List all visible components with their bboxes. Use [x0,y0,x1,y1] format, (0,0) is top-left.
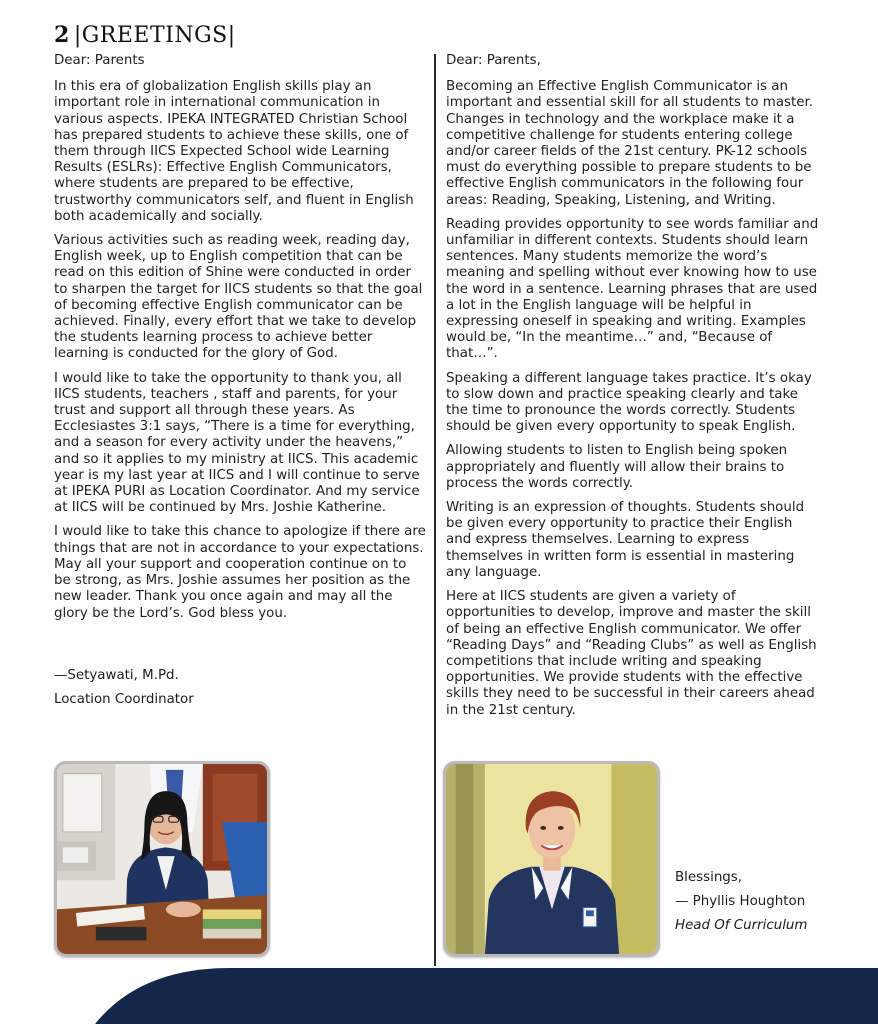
section-title: |GREETINGS| [73,23,236,48]
right-paragraph-2: Reading provides opportunity to see words familiar and unfamiliar in different contexts. Students should learn sentences. Many students memorize the word’s meaning and spelling without ever knowing how to use the word in a sentence. Learning phrases that are used a lot in the English language will be helpful in expressing oneself in speaking and writing. Examples would be, “In the meantime…” and, “Because of that…”. [446,216,819,362]
left-paragraph-2: Various activities such as reading week, reading day, English week, up to English competition that can be read on this edition of Shine were conducted in order to sharpen the target for IICS students so that the goal of becoming effective English communicator can be achieved. Finally, every effort that we take to develop the students learning process to achieve better learning is conducted for the glory of God. [54,233,423,362]
right-paragraph-6: Here at IICS students are given a variety of opportunities to develop, improve and master the skill of being an effective English communicator. We offer “Reading Days” and “Reading Clubs” as well as English competitions that include writing and speaking opportunities. We provide students with the effective skills they need to be successful in their careers ahead in the 21st century. [446,589,817,718]
page-header [54,22,236,48]
left-salutation: Dear: Parents [54,53,145,68]
phyllis-houghton-photo [443,761,660,957]
left-letter [54,53,426,630]
setyawati-photo [54,761,270,957]
left-paragraph-4: I would like to take this chance to apologize if there are things that are not in accordance to your expectations. May all your support and cooperation continue on to be strong, as Mrs. Joshie assumes her position as the new leader. Thank you once again and may all the glory be the Lord’s. God bless you. [54,524,426,621]
right-paragraph-1: Becoming an Effective English Communicator is an important and essential skill for all students to master. Changes in technology and the workplace make it a competitive challenge for students entering college and/or career fields of the 21st century. PK-12 schools must do everything possible to prepare students to be effective English communicators in the following four areas: Reading, Speaking, Listening, and Writing. [446,79,814,208]
column-divider [434,54,436,966]
footer-band [0,968,878,1024]
left-paragraph-3: I would like to take the opportunity to thank you, all IICS students, teachers , staff and parents, for your trust and support all through these years. As Ecclesiastes 3:1 says, “There is a time for everything, and a season for every activity under the heavens,” and so it applies to my ministry at IICS. This academic year is my last year at IICS and I will continue to serve at IPEKA PURI as Location Coordinator. And my service at IICS will be continued by Mrs. Joshie Katherine. [54,370,420,516]
right-signature-name: — Phyllis Houghton [675,894,806,909]
right-salutation: Dear: Parents, [446,53,541,68]
right-paragraph-5: Writing is an expression of thoughts. Students should be given every opportunity to practice their English and express themselves. Learning to express themselves in written form is essential in mastering any language. [446,500,805,580]
right-signature-title: Head Of Curriculum [675,918,808,933]
right-letter [446,53,820,727]
right-paragraph-4: Allowing students to listen to English being spoken appropriately and fluently will allow their brains to process the words correctly. [446,443,788,491]
left-signature-title: Location Coordinator [54,692,194,707]
right-closing: Blessings, [675,870,743,885]
left-signature-name: —Setyawati, M.Pd. [54,668,179,683]
left-paragraph-1: In this era of globalization English skills play an important role in international communication in various aspects. IPEKA INTEGRATED Christian School has prepared students to achieve these skills, one of them through IICS Expected School wide Learning Results (ESLRs): Effective English Communicators, where students are prepared to be effective, trustworthy communicators self, and fluent in English both academically and socially. [54,79,414,224]
right-paragraph-3: Speaking a different language takes practice. It’s okay to slow down and practice speaking clearly and take the time to pronounce the words correctly. Students should be given every opportunity to speak English. [446,370,812,435]
page-number: 2 [54,22,70,48]
